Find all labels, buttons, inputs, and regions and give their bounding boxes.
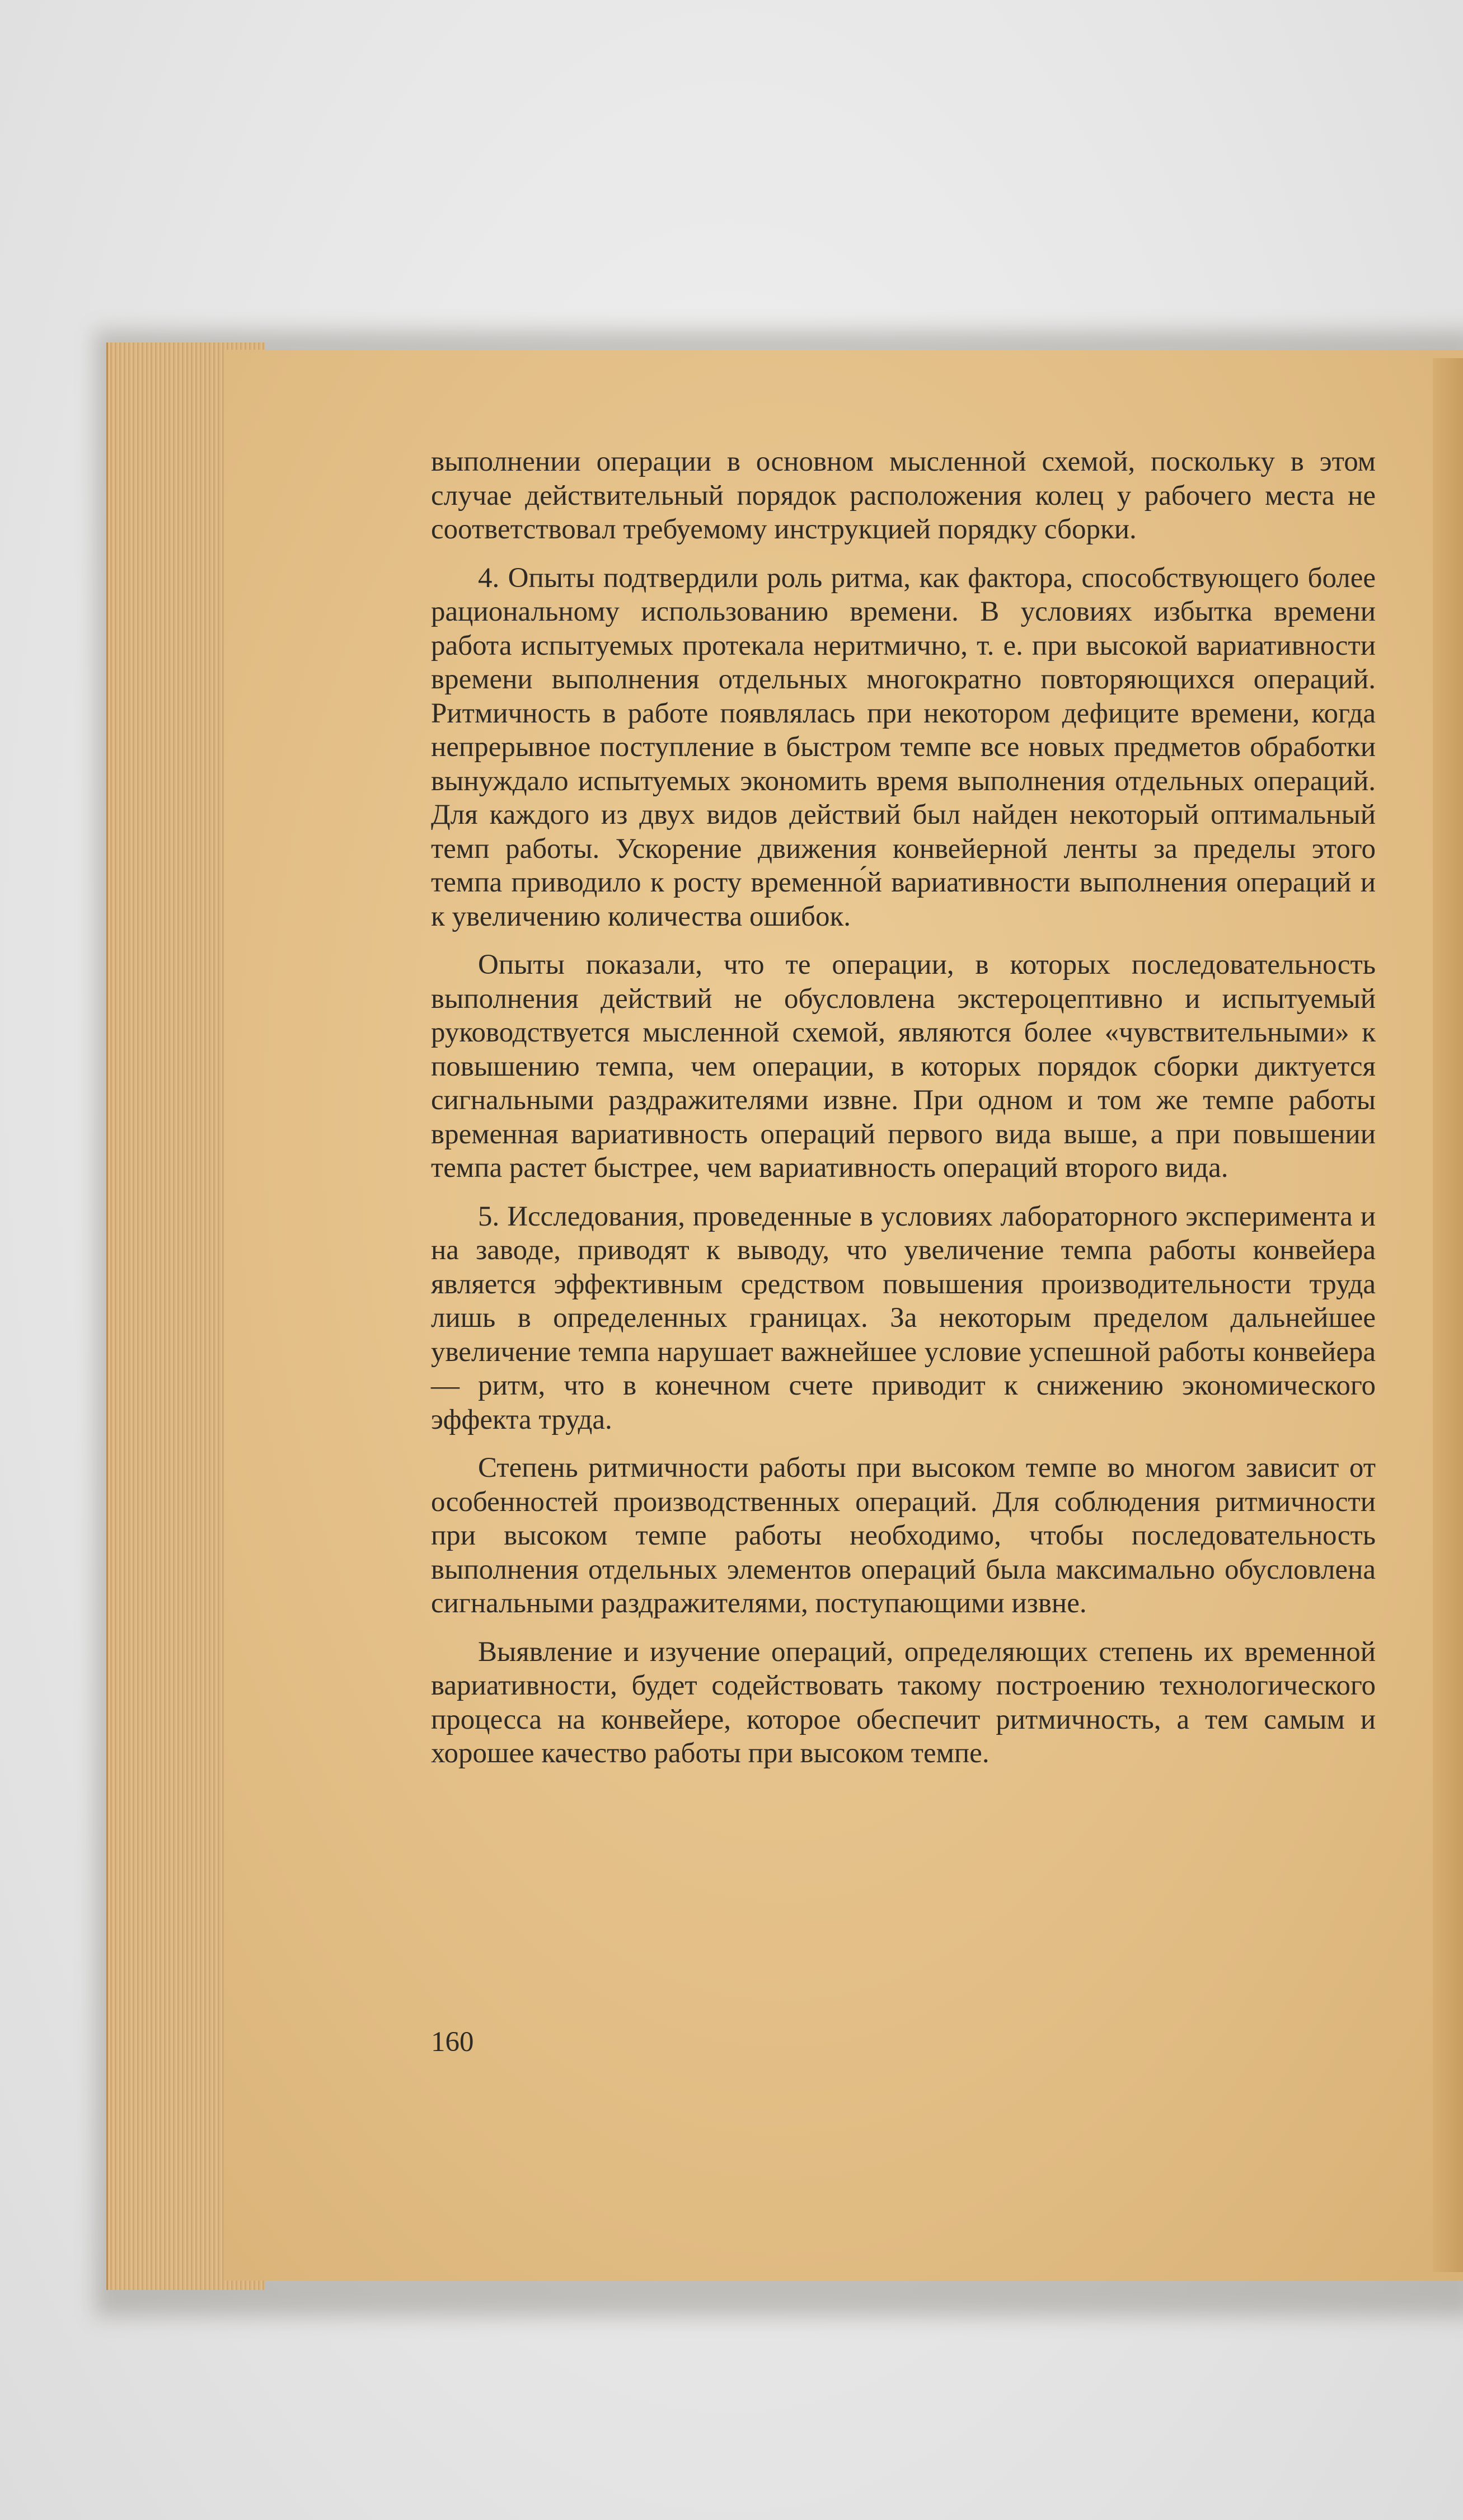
paragraph-3: Опыты показали, что те операции, в которых последовательность выполнения действий не обусловлена экстероцептивно и испытуемый руководствуется мысленной схемой, являются более «чувствительными» к повышению темпа, чем операции, в которых порядок сборки диктуется сигнальными раздражителями извне. При одном и том же темпе работы временная вариативность операций первого вида выше, а при повышении темпа растет быстрее, чем вариативность операций второго вида. xyxy=(431,949,1376,1184)
page-number: 160 xyxy=(431,2026,474,2058)
page-right-edge xyxy=(1433,358,1463,2272)
paragraph-6: Выявление и изучение операций, определяющих степень их временной вариативности, будет содействовать такому построению технологического процесса на конвейере, которое обеспечит ритмичность, а тем самым и хорошее качество работы при высоком темпе. xyxy=(431,1636,1376,1769)
paragraph-2: 4. Опыты подтвердили роль ритма, как фактора, способствующего более рациональному использованию времени. В условиях избытка времени работа испытуемых протекала неритмично, т. е. при высокой вариативности времени выполнения отдельных многократно повторяющихся операций. Ритмичность в работе появлялась при некотором дефиците времени, когда непрерывное поступление в быстром темпе все новых предметов обработки вынуждало испытуемых экономить время выполнения отдельных операций. Для каждого из двух видов действий был найден некоторый оптимальный темп работы. Ускорение движения конвейерной ленты за пределы этого темпа приводило к росту временно́й вариативности выполнения операций и к увеличению количества ошибок. xyxy=(431,562,1376,932)
paragraph-4: 5. Исследования, проведенные в условиях лабораторного эксперимента и на заводе, приводят к выводу, что увеличение темпа работы конвейера является эффективным средством повышения производительности труда лишь в определенных границах. За некоторым пределом дальнейшее увеличение темпа нарушает важнейшее условие успешной работы конвейера — ритм, что в конечном счете приводит к снижению экономического эффекта труда. xyxy=(431,1200,1376,1435)
paragraph-1: выполнении операции в основном мысленной схемой, поскольку в этом случае действительный порядок расположения колец у рабочего места не соответствовал требуемому инструкцией порядку сборки. xyxy=(431,446,1376,545)
paragraph-5: Степень ритмичности работы при высоком темпе во многом зависит от особенностей производственных операций. Для соблюдения ритмичности при высоком темпе работы необходимо, чтобы последовательность выполнения отдельных элементов операций была максимально обусловлена сигнальными раздражителями, поступающими извне. xyxy=(431,1452,1376,1619)
page-text xyxy=(431,445,1376,1785)
